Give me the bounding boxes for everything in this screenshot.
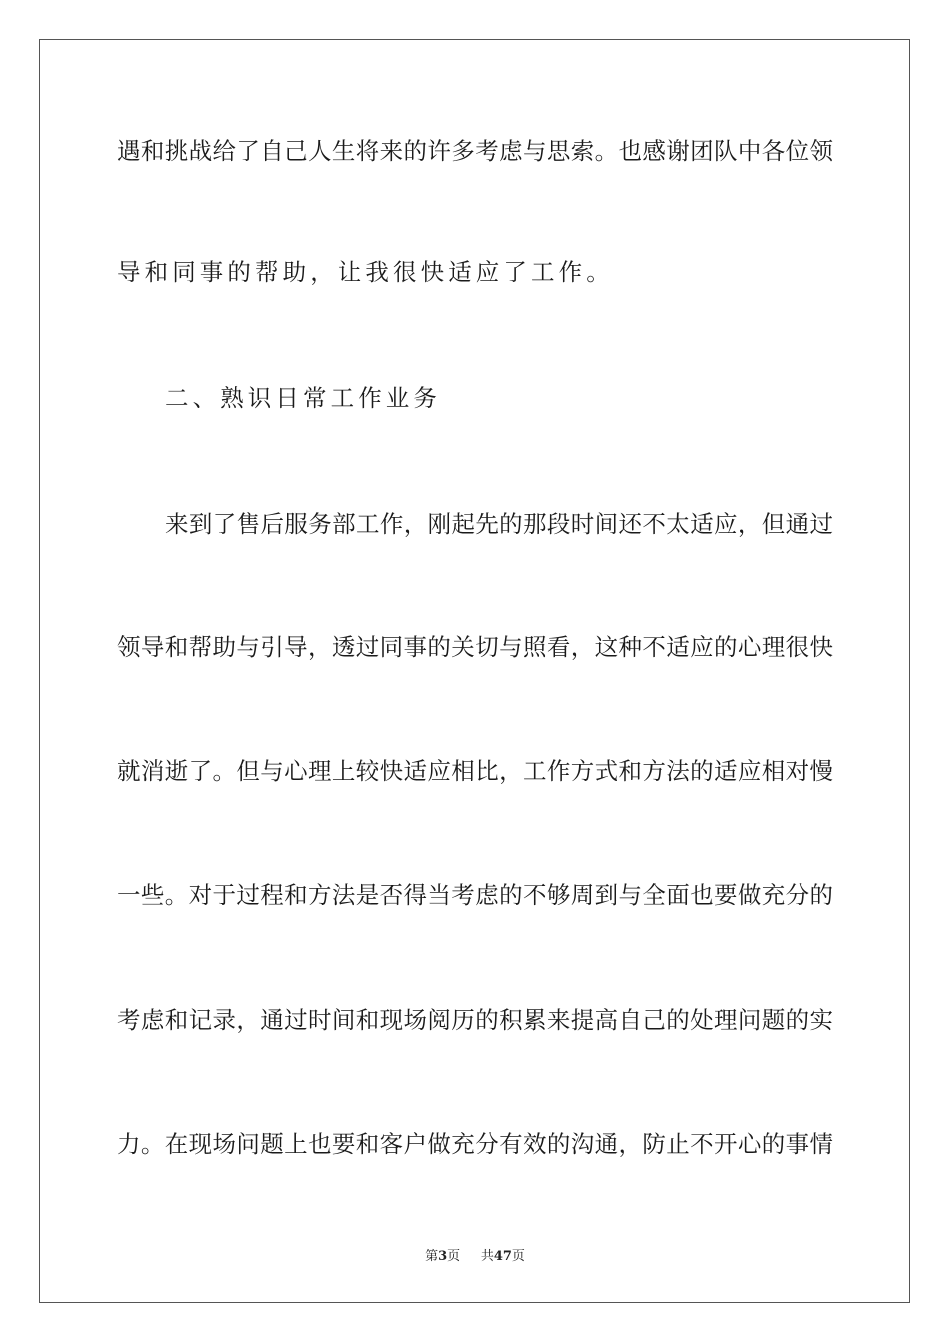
body-line-7: 考虑和记录，通过时间和现场阅历的积累来提高自己的处理问题的实 (117, 1006, 833, 1034)
total-prefix: 共 (480, 1249, 494, 1264)
body-line-2: 导和同事的帮助，让我很快适应了工作。 (117, 258, 614, 286)
section-heading: 二、熟识日常工作业务 (165, 384, 441, 412)
body-line-8: 力。在现场问题上也要和客户做充分有效的沟通，防止不开心的事情 (117, 1130, 833, 1158)
body-line-5: 就消逝了。但与心理上较快适应相比，工作方式和方法的适应相对慢 (117, 757, 833, 785)
page-prefix: 第 (425, 1249, 439, 1264)
body-line-1: 遇和挑战给了自己人生将来的许多考虑与思索。也感谢团队中各位领 (117, 137, 833, 165)
body-line-6: 一些。对于过程和方法是否得当考虑的不够周到与全面也要做充分的 (117, 881, 833, 909)
total-pages: 47 (493, 1249, 512, 1264)
body-line-3: 来到了售后服务部工作，刚起先的那段时间还不太适应，但通过 (165, 510, 833, 538)
total-suffix: 页 (511, 1249, 525, 1264)
page-suffix: 页 (447, 1249, 461, 1264)
page-footer (0, 1249, 950, 1265)
page-number: 3 (438, 1249, 448, 1264)
page-border (39, 39, 910, 1303)
body-line-4: 领导和帮助与引导，透过同事的关切与照看，这种不适应的心理很快 (117, 633, 833, 661)
